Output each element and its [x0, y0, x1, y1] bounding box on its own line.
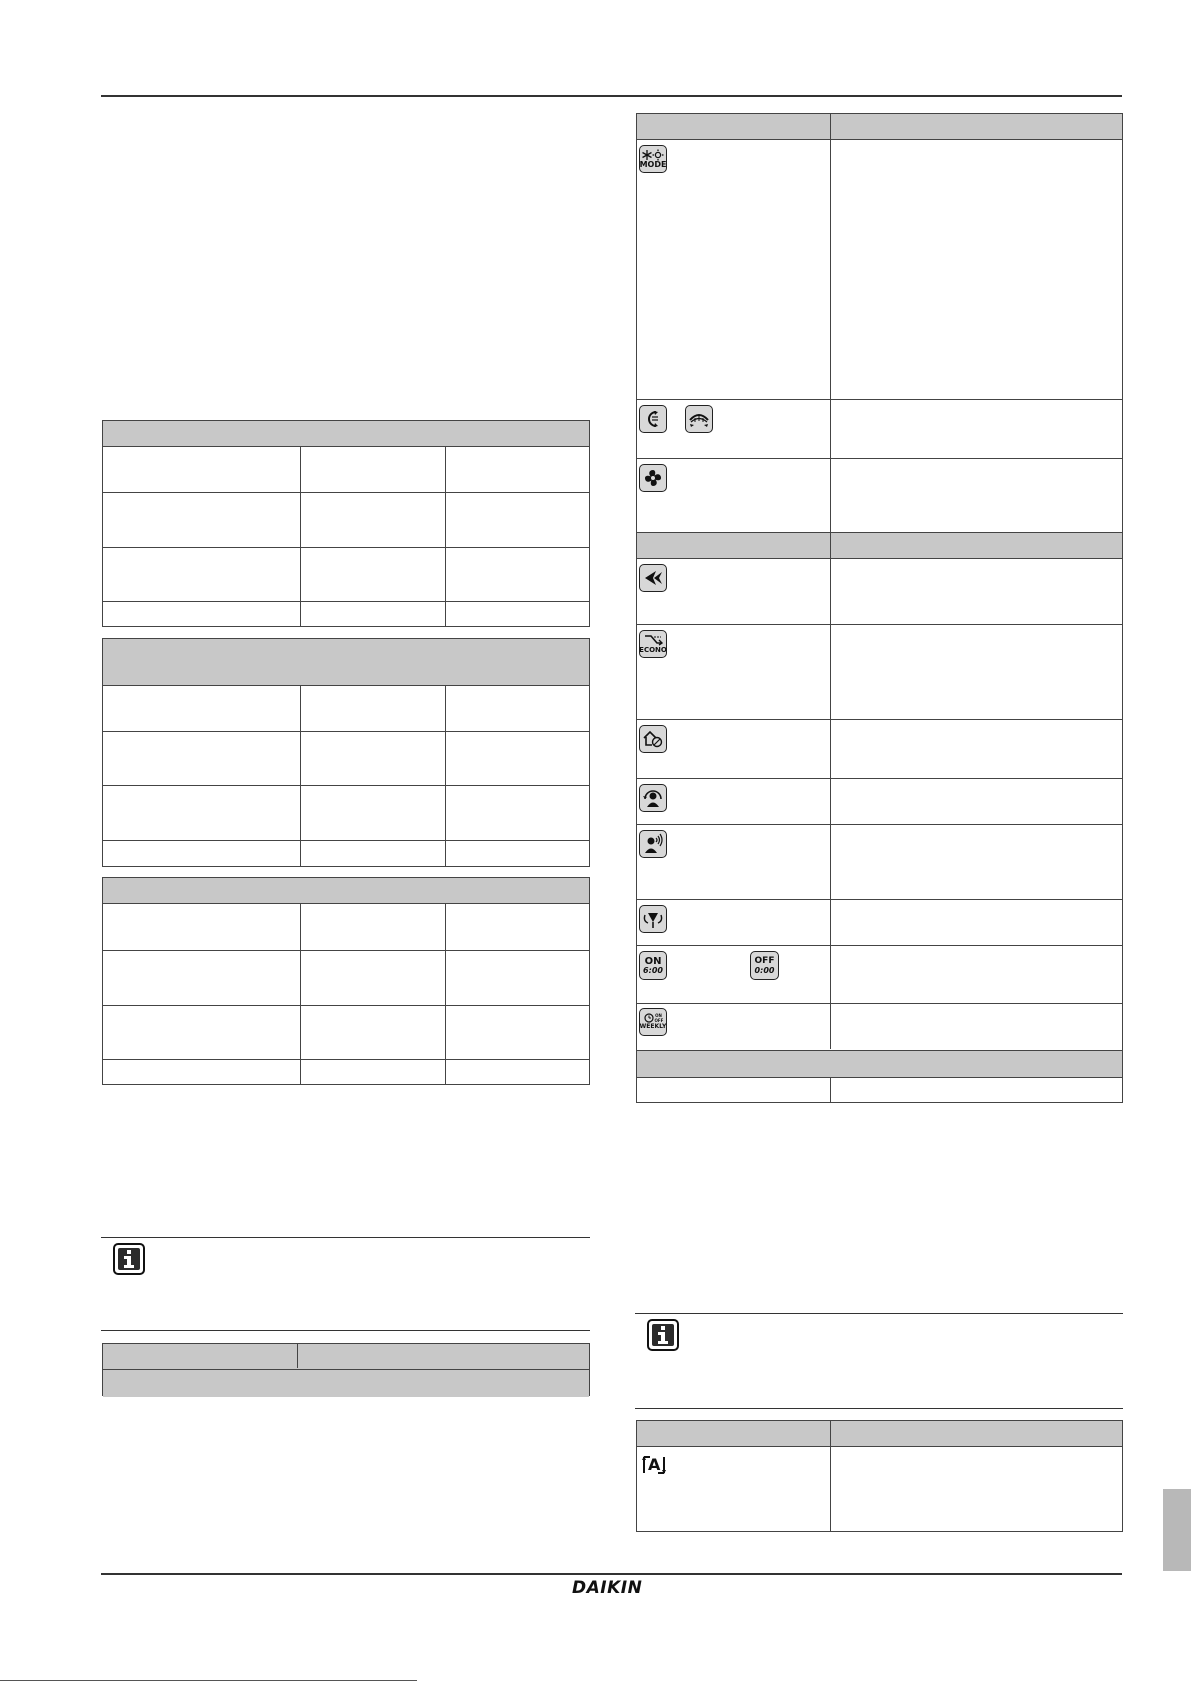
column-divider: [445, 686, 446, 866]
on-timer-label: ON: [644, 956, 662, 967]
table-row: [103, 732, 589, 786]
weekly-timer-label: WEEKLY: [639, 1023, 667, 1030]
column-divider: [300, 904, 301, 1084]
off-timer-icon: [750, 951, 779, 980]
note-bottom-rule: [101, 1330, 590, 1331]
column-divider: [445, 447, 446, 626]
swing-horizontal-icon: [685, 405, 713, 433]
table-row-mode: [637, 140, 1122, 400]
column-divider: [445, 904, 446, 1084]
column-divider: [830, 1421, 831, 1531]
table-row-econo: [637, 625, 1122, 720]
table-row-weekly: [637, 1004, 1122, 1051]
note-top-rule: [101, 1237, 590, 1238]
column-divider: [300, 447, 301, 626]
table-header-row: [637, 1421, 1122, 1447]
mode-icon-label: MODE: [639, 160, 667, 169]
table-row-flash: [637, 900, 1122, 946]
table-row: [103, 786, 589, 841]
spec-table-2: [102, 638, 590, 867]
table-header-row: [103, 447, 589, 493]
side-chapter-tab: [1163, 1489, 1191, 1571]
note-top-rule: [635, 1313, 1123, 1314]
footer-rule: [101, 1573, 1122, 1575]
column-divider: [297, 1344, 298, 1368]
table-row-powerful: [637, 559, 1122, 625]
weekly-timer-icon: [639, 1008, 667, 1036]
table-title-row: [103, 639, 589, 686]
bottom-crop-line: [0, 1680, 417, 1681]
on-timer-time: 6:00: [643, 966, 663, 975]
table-row: [103, 841, 589, 868]
table-title-row: [103, 878, 589, 904]
note-bottom-rule: [635, 1408, 1123, 1409]
auto-mode-letter: A: [648, 1455, 661, 1474]
table-title-row: [103, 421, 589, 447]
table-row-comfort: [637, 825, 1122, 900]
on-timer-icon: [639, 951, 667, 980]
small-table-left: [102, 1343, 590, 1396]
table-row: [103, 1060, 589, 1086]
table-section-row: [637, 533, 1122, 559]
off-timer-time: 0:00: [754, 966, 775, 975]
table-row: [637, 1078, 1122, 1104]
fan-icon: [639, 464, 667, 492]
mode-icon: [639, 145, 667, 173]
table-row-auto: [637, 1447, 1122, 1533]
auto-mode-table: [636, 1420, 1123, 1532]
table-row-sensor: [637, 779, 1122, 825]
header-rule: [101, 95, 1122, 97]
table-row: [103, 493, 589, 548]
auto-mode-icon: [640, 1453, 668, 1477]
table-row-outing: [637, 720, 1122, 779]
weekly-timer-onoff: ON OFF: [654, 1013, 664, 1023]
button-function-table: [636, 113, 1123, 1103]
column-divider: [830, 114, 831, 1049]
off-timer-label: OFF: [754, 956, 775, 966]
econo-icon-label: ECONO: [639, 646, 667, 654]
table-row-fan: [637, 459, 1122, 533]
flash-streamer-icon: [639, 905, 667, 933]
table-header-row: [103, 1344, 589, 1370]
column-divider: [300, 686, 301, 866]
spec-table-3: [102, 877, 590, 1085]
spec-table-1: [102, 420, 590, 627]
information-icon: [647, 1319, 679, 1351]
column-divider: [830, 1078, 831, 1102]
motion-sensor-icon: [639, 784, 667, 812]
table-row-timer: [637, 946, 1122, 1004]
econo-icon: [639, 630, 667, 658]
outing-icon: [639, 725, 667, 753]
table-header-row: [103, 904, 589, 951]
table-row: [103, 951, 589, 1006]
table-row: [103, 1370, 589, 1397]
information-icon: [113, 1243, 145, 1275]
swing-vertical-icon: [639, 405, 667, 433]
daikin-logo: DAIKIN: [572, 1578, 643, 1598]
comfort-airflow-icon: [639, 830, 667, 858]
table-header-row: [637, 114, 1122, 140]
table-section-row: [637, 1051, 1122, 1078]
table-row: [103, 548, 589, 602]
powerful-icon: [639, 564, 667, 592]
table-row: [103, 602, 589, 628]
table-header-row: [103, 686, 589, 732]
table-row: [103, 1006, 589, 1060]
